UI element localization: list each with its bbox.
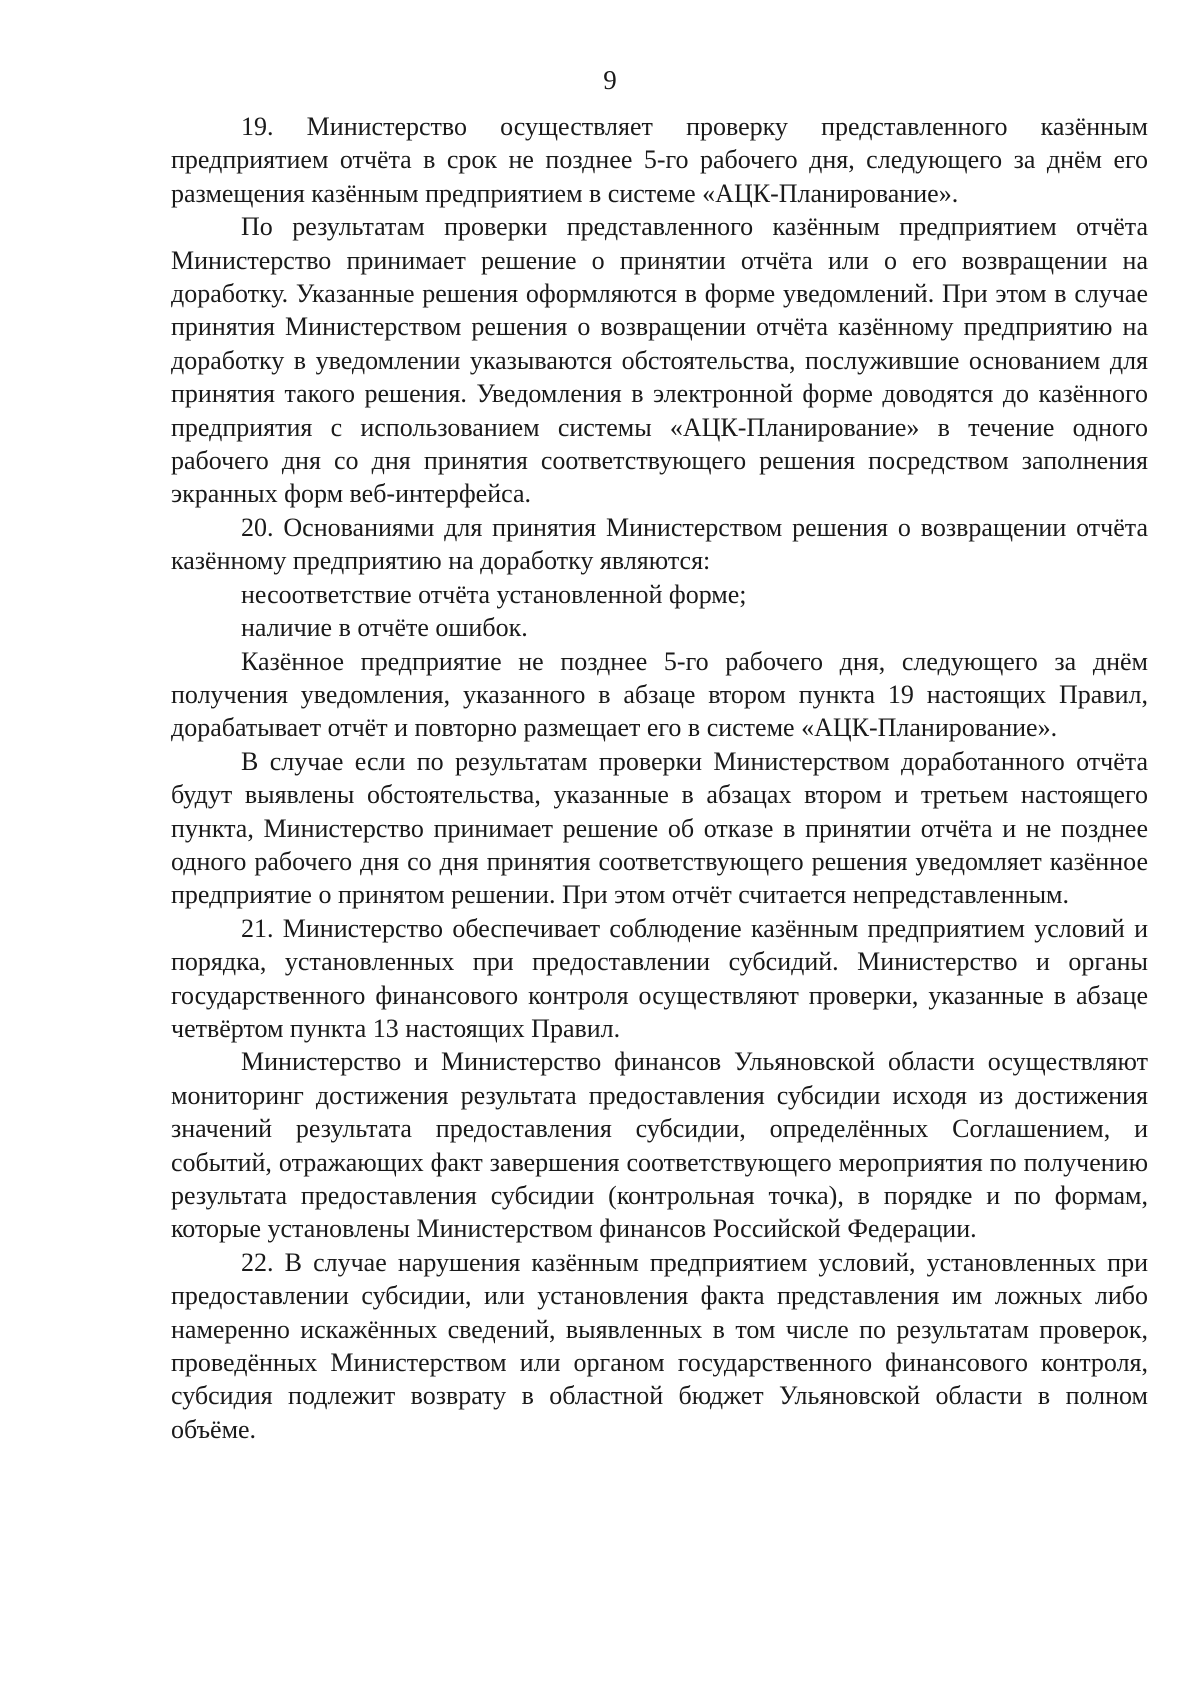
paragraph-22: 22. В случае нарушения казённым предприятием условий, установленных при предоставлении субсидии, или установления факта представления им ложных либо намеренно искажённых сведений, выявленных в том числе по результатам проверок, проведённых Министерством или органом государственного финансового контроля, субсидия подлежит возврату в областной бюджет Ульяновской области в полном объёме. (171, 1247, 1148, 1444)
paragraph-20-item-errors: наличие в отчёте ошибок. (241, 613, 528, 643)
paragraph-21: 21. Министерство обеспечивает соблюдение казённым предприятием условий и порядка, установленных при предоставлении субсидий. Министерство и органы государственного финансового контроля осуществляют проверки, указанные в абзаце четвёртом пункта 13 настоящих Правил. (171, 913, 1148, 1043)
paragraph-20-item-form: несоответствие отчёта установленной форме; (241, 579, 747, 609)
paragraph-19: 19. Министерство осуществляет проверку представленного казённым предприятием отчёта в срок не позднее 5-го рабочего дня, следующего за днём его размещения казённым предприятием в системе «АЦК-Планирование». (171, 112, 1148, 208)
paragraph-21-monitoring: Министерство и Министерство финансов Ульяновской области осуществляют мониторинг достижения результата предоставления субсидии исходя из достижения значений результата предоставления субсидии, определённых Соглашением, и событий, отражающих факт завершения соответствующего мероприятия по получению результата предоставления субсидии (контрольная точка), в порядке и по формам, которые установлены Министерством финансов Российской Федерации. (171, 1047, 1148, 1244)
paragraph-19-second: По результатам проверки представленного казённым предприятием отчёта Министерство принимает решение о принятии отчёта или о его возвращении на доработку. Указанные решения оформляются в форме уведомлений. При этом в случае принятия Министерством решения о возвращении отчёта казённому предприятию на доработку в уведомлении указываются обстоятельства, послужившие основанием для принятия такого решения. Уведомления в электронной форме доводятся до казённого предприятия с использованием системы «АЦК-Планирование» в течение одного рабочего дня со дня принятия соответствующего решения посредством заполнения экранных форм веб-интерфейса. (171, 212, 1148, 509)
paragraph-20-refusal: В случае если по результатам проверки Министерством доработанного отчёта будут выявлены обстоятельства, указанные в абзацах втором и третьем настоящего пункта, Министерство принимает решение об отказе в принятии отчёта и не позднее одного рабочего дня со дня принятия соответствующего решения уведомляет казённое предприятие о принятом решении. При этом отчёт считается непредставленным. (171, 746, 1148, 910)
page-number: 9 (603, 65, 617, 95)
paragraph-20-rework: Казённое предприятие не позднее 5-го рабочего дня, следующего за днём получения уведомления, указанного в абзаце втором пункта 19 настоящих Правил, дорабатывает отчёт и повторно размещает его в системе «АЦК-Планирование». (171, 646, 1148, 743)
document-body (171, 110, 1148, 1446)
paragraph-20: 20. Основаниями для принятия Министерством решения о возвращении отчёта казённому предприятию на доработку являются: (171, 512, 1148, 576)
